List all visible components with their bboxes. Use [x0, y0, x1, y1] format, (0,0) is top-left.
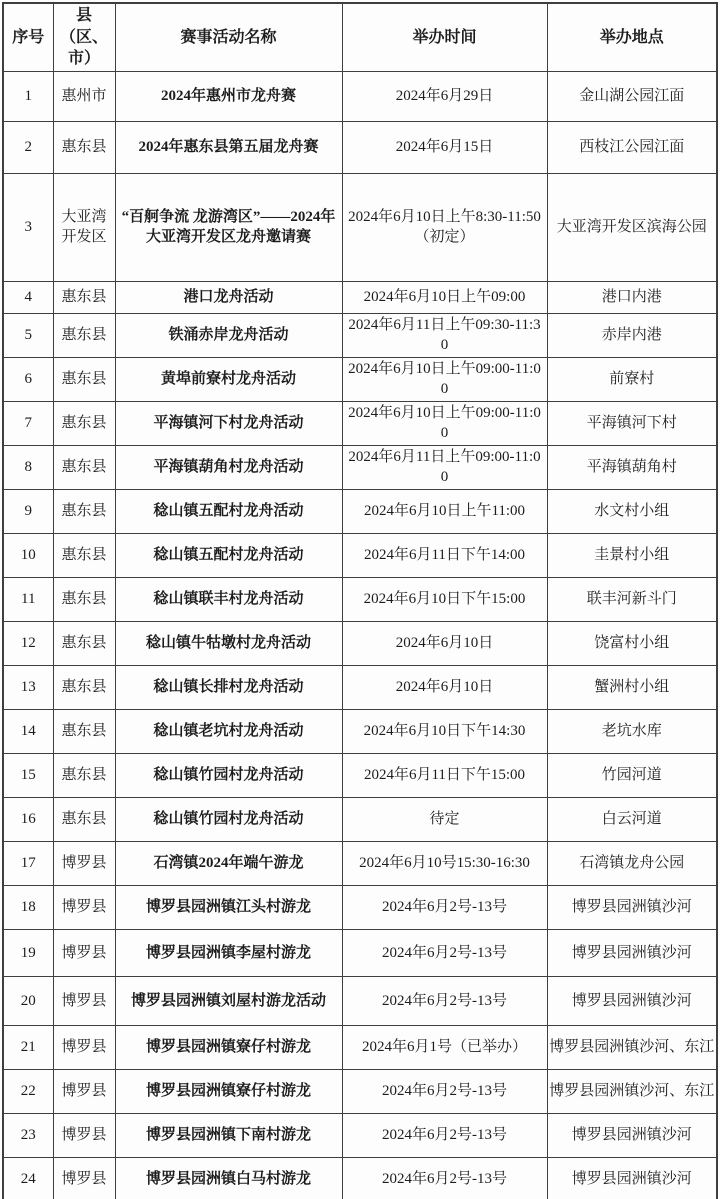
- header-row: [3, 3, 717, 71]
- cell-location: 大亚湾开发区滨海公园: [547, 173, 717, 281]
- dragon-boat-events-table: [2, 2, 718, 1199]
- cell-location: 博罗县园洲镇沙河: [547, 1113, 717, 1157]
- cell-county: 博罗县: [53, 1069, 115, 1113]
- cell-time: 2024年6月10日下午14:30: [342, 709, 547, 753]
- table-row: [3, 489, 717, 533]
- cell-no: 21: [3, 1025, 53, 1069]
- cell-event: 博罗县园洲镇寮仔村游龙: [115, 1025, 342, 1069]
- cell-county: 博罗县: [53, 1157, 115, 1199]
- cell-time: 2024年6月10日: [342, 665, 547, 709]
- cell-location: 白云河道: [547, 797, 717, 841]
- cell-location: 港口内港: [547, 281, 717, 313]
- cell-county: 博罗县: [53, 976, 115, 1025]
- cell-event: 2024年惠州市龙舟赛: [115, 71, 342, 121]
- cell-time: 2024年6月2号-13号: [342, 1157, 547, 1199]
- cell-time: 2024年6月2号-13号: [342, 929, 547, 976]
- header-time: 举办时间: [342, 3, 547, 71]
- cell-county: 惠东县: [53, 489, 115, 533]
- cell-event: 稔山镇长排村龙舟活动: [115, 665, 342, 709]
- cell-no: 10: [3, 533, 53, 577]
- cell-event: 稔山镇联丰村龙舟活动: [115, 577, 342, 621]
- cell-location: 蟹洲村小组: [547, 665, 717, 709]
- cell-event: 港口龙舟活动: [115, 281, 342, 313]
- table-row: [3, 929, 717, 976]
- cell-county: 博罗县: [53, 841, 115, 885]
- table-row: [3, 841, 717, 885]
- cell-county: 博罗县: [53, 885, 115, 929]
- cell-time: 2024年6月10日上午09:00: [342, 281, 547, 313]
- table-row: [3, 71, 717, 121]
- cell-event: 稔山镇老坑村龙舟活动: [115, 709, 342, 753]
- cell-location: 赤岸内港: [547, 313, 717, 357]
- cell-county: 博罗县: [53, 1113, 115, 1157]
- table-row: [3, 665, 717, 709]
- cell-event: 平海镇河下村龙舟活动: [115, 401, 342, 445]
- table-row: [3, 976, 717, 1025]
- cell-location: 饶富村小组: [547, 621, 717, 665]
- header-location: 举办地点: [547, 3, 717, 71]
- cell-county: 惠东县: [53, 577, 115, 621]
- cell-no: 13: [3, 665, 53, 709]
- header-no: 序号: [3, 3, 53, 71]
- cell-no: 15: [3, 753, 53, 797]
- cell-county: 惠州市: [53, 71, 115, 121]
- cell-no: 17: [3, 841, 53, 885]
- cell-time: 2024年6月10日上午11:00: [342, 489, 547, 533]
- cell-time: 2024年6月10号15:30-16:30: [342, 841, 547, 885]
- cell-time: 2024年6月10日: [342, 621, 547, 665]
- cell-time: 2024年6月2号-13号: [342, 976, 547, 1025]
- header-event: 赛事活动名称: [115, 3, 342, 71]
- cell-county: 博罗县: [53, 929, 115, 976]
- cell-event: 2024年惠东县第五届龙舟赛: [115, 121, 342, 173]
- cell-county: 惠东县: [53, 709, 115, 753]
- cell-time: 2024年6月11日下午15:00: [342, 753, 547, 797]
- cell-no: 14: [3, 709, 53, 753]
- cell-event: 博罗县园洲镇刘屋村游龙活动: [115, 976, 342, 1025]
- cell-time: 2024年6月29日: [342, 71, 547, 121]
- cell-time: 2024年6月2号-13号: [342, 885, 547, 929]
- table-row: [3, 401, 717, 445]
- cell-event: 稔山镇五配村龙舟活动: [115, 533, 342, 577]
- cell-no: 23: [3, 1113, 53, 1157]
- cell-location: 前寮村: [547, 357, 717, 401]
- cell-time: 2024年6月10日上午09:00-11:00: [342, 357, 547, 401]
- cell-no: 3: [3, 173, 53, 281]
- cell-no: 4: [3, 281, 53, 313]
- cell-no: 8: [3, 445, 53, 489]
- cell-location: 竹园河道: [547, 753, 717, 797]
- cell-location: 博罗县园洲镇沙河、东江: [547, 1069, 717, 1113]
- cell-time: 2024年6月11日上午09:30-11:30: [342, 313, 547, 357]
- cell-time: 2024年6月10日上午8:30-11:50（初定）: [342, 173, 547, 281]
- cell-time: 2024年6月10日下午15:00: [342, 577, 547, 621]
- table-row: [3, 885, 717, 929]
- table-row: [3, 621, 717, 665]
- cell-event: 博罗县园洲镇李屋村游龙: [115, 929, 342, 976]
- cell-no: 19: [3, 929, 53, 976]
- table-row: [3, 709, 717, 753]
- cell-time: 待定: [342, 797, 547, 841]
- table-row: [3, 445, 717, 489]
- cell-event: 稔山镇竹园村龙舟活动: [115, 797, 342, 841]
- cell-event: 博罗县园洲镇江头村游龙: [115, 885, 342, 929]
- cell-location: 金山湖公园江面: [547, 71, 717, 121]
- cell-time: 2024年6月15日: [342, 121, 547, 173]
- cell-location: 水文村小组: [547, 489, 717, 533]
- cell-location: 老坑水库: [547, 709, 717, 753]
- cell-time: 2024年6月11日下午14:00: [342, 533, 547, 577]
- cell-no: 12: [3, 621, 53, 665]
- cell-no: 16: [3, 797, 53, 841]
- table-row: [3, 1025, 717, 1069]
- table-row: [3, 797, 717, 841]
- cell-county: 惠东县: [53, 533, 115, 577]
- cell-event: 博罗县园洲镇寮仔村游龙: [115, 1069, 342, 1113]
- cell-no: 18: [3, 885, 53, 929]
- cell-time: 2024年6月2号-13号: [342, 1069, 547, 1113]
- cell-no: 9: [3, 489, 53, 533]
- cell-county: 惠东县: [53, 281, 115, 313]
- cell-no: 1: [3, 71, 53, 121]
- cell-location: 博罗县园洲镇沙河: [547, 976, 717, 1025]
- cell-event: 铁涌赤岸龙舟活动: [115, 313, 342, 357]
- cell-county: 惠东县: [53, 445, 115, 489]
- cell-event: “百舸争流 龙游湾区”——2024年大亚湾开发区龙舟邀请赛: [115, 173, 342, 281]
- table-row: [3, 533, 717, 577]
- cell-county: 惠东县: [53, 753, 115, 797]
- cell-no: 2: [3, 121, 53, 173]
- cell-no: 7: [3, 401, 53, 445]
- cell-location: 平海镇河下村: [547, 401, 717, 445]
- table-row: [3, 281, 717, 313]
- table-row: [3, 1069, 717, 1113]
- cell-county: 惠东县: [53, 797, 115, 841]
- cell-location: 博罗县园洲镇沙河: [547, 1157, 717, 1199]
- cell-event: 平海镇葫角村龙舟活动: [115, 445, 342, 489]
- cell-location: 博罗县园洲镇沙河: [547, 929, 717, 976]
- table-row: [3, 173, 717, 281]
- header-county: 县（区、市）: [53, 3, 115, 71]
- cell-location: 西枝江公园江面: [547, 121, 717, 173]
- cell-no: 20: [3, 976, 53, 1025]
- cell-no: 24: [3, 1157, 53, 1199]
- cell-event: 稔山镇竹园村龙舟活动: [115, 753, 342, 797]
- cell-event: 黄埠前寮村龙舟活动: [115, 357, 342, 401]
- cell-county: 博罗县: [53, 1025, 115, 1069]
- cell-location: 石湾镇龙舟公园: [547, 841, 717, 885]
- cell-time: 2024年6月1号（已举办）: [342, 1025, 547, 1069]
- cell-no: 11: [3, 577, 53, 621]
- cell-location: 联丰河新斗门: [547, 577, 717, 621]
- cell-time: 2024年6月2号-13号: [342, 1113, 547, 1157]
- cell-time: 2024年6月10日上午09:00-11:00: [342, 401, 547, 445]
- cell-county: 惠东县: [53, 401, 115, 445]
- cell-location: 圭景村小组: [547, 533, 717, 577]
- cell-no: 5: [3, 313, 53, 357]
- cell-county: 大亚湾开发区: [53, 173, 115, 281]
- table-row: [3, 1113, 717, 1157]
- cell-county: 惠东县: [53, 121, 115, 173]
- cell-event: 博罗县园洲镇下南村游龙: [115, 1113, 342, 1157]
- cell-event: 博罗县园洲镇白马村游龙: [115, 1157, 342, 1199]
- cell-no: 6: [3, 357, 53, 401]
- cell-event: 石湾镇2024年端午游龙: [115, 841, 342, 885]
- cell-location: 平海镇葫角村: [547, 445, 717, 489]
- table-row: [3, 313, 717, 357]
- cell-location: 博罗县园洲镇沙河、东江: [547, 1025, 717, 1069]
- cell-county: 惠东县: [53, 357, 115, 401]
- table-row: [3, 121, 717, 173]
- table-row: [3, 1157, 717, 1199]
- cell-event: 稔山镇牛牯墩村龙舟活动: [115, 621, 342, 665]
- cell-time: 2024年6月11日上午09:00-11:00: [342, 445, 547, 489]
- table-row: [3, 753, 717, 797]
- table-header: [3, 3, 717, 71]
- cell-location: 博罗县园洲镇沙河: [547, 885, 717, 929]
- cell-county: 惠东县: [53, 665, 115, 709]
- table-row: [3, 357, 717, 401]
- cell-no: 22: [3, 1069, 53, 1113]
- table-body: [3, 71, 717, 1199]
- cell-event: 稔山镇五配村龙舟活动: [115, 489, 342, 533]
- cell-county: 惠东县: [53, 621, 115, 665]
- table-row: [3, 577, 717, 621]
- cell-county: 惠东县: [53, 313, 115, 357]
